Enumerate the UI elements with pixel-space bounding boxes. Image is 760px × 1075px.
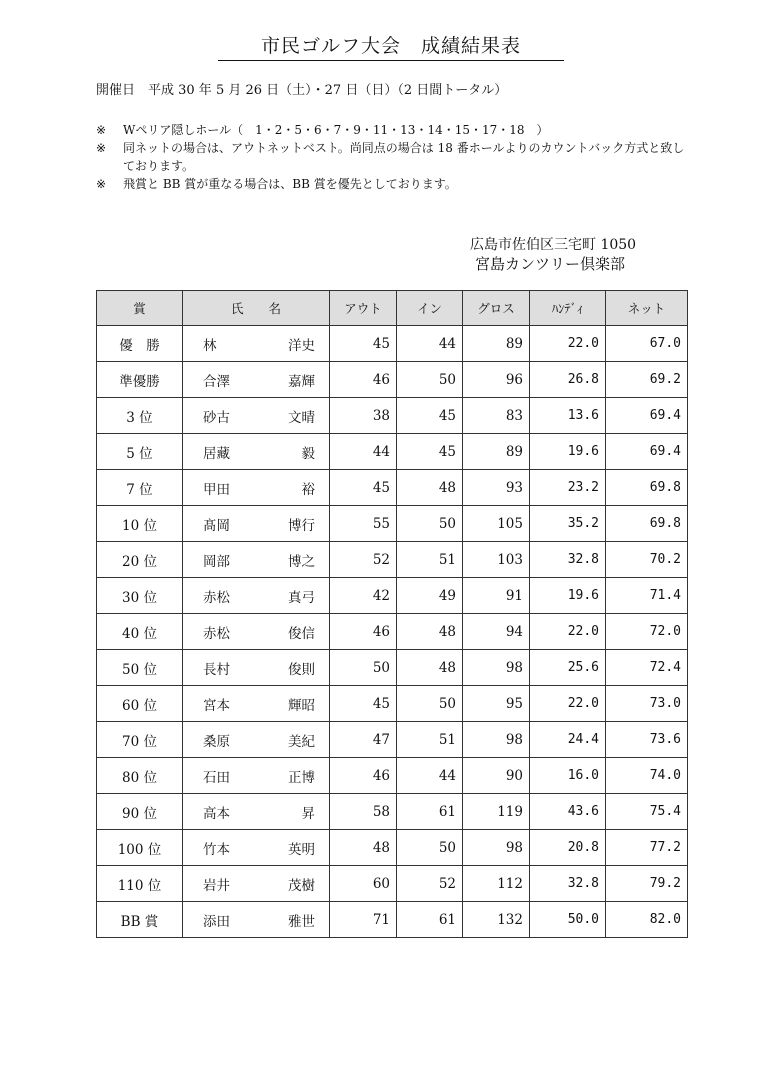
net-cell: 74.0: [606, 758, 688, 794]
handicap-cell: 50.0: [530, 902, 606, 938]
family-name: 竹本: [203, 841, 230, 858]
family-name: 砂古: [203, 409, 230, 426]
out-cell: 52: [330, 542, 397, 578]
net-cell: 72.0: [606, 614, 688, 650]
event-date: 開催日 平成 30 年 5 月 26 日（土）・27 日（日）（2 日間トータル）: [96, 83, 508, 98]
name-cell: [183, 830, 330, 866]
gross-cell: 98: [463, 722, 530, 758]
table-row: [97, 614, 688, 650]
out-cell: 44: [330, 434, 397, 470]
note-item: [96, 121, 696, 139]
note-text: 飛賞と BB 賞が重なる場合は、BB 賞を優先としております。: [123, 177, 457, 191]
given-name: 茂樹: [288, 877, 315, 894]
out-cell: 48: [330, 830, 397, 866]
prize-cell: BB 賞: [97, 902, 183, 938]
prize-cell: 20 位: [97, 542, 183, 578]
prize-cell: 5 位: [97, 434, 183, 470]
given-name: 真弓: [288, 589, 315, 606]
given-name: 文晴: [288, 409, 315, 426]
given-name: 裕: [301, 481, 315, 498]
handicap-cell: 20.8: [530, 830, 606, 866]
gross-cell: 91: [463, 578, 530, 614]
given-name: 博行: [288, 517, 315, 534]
col-header-in: イン: [397, 291, 463, 326]
prize-cell: 100 位: [97, 830, 183, 866]
gross-cell: 83: [463, 398, 530, 434]
note-item: [96, 139, 696, 175]
prize-cell: 70 位: [97, 722, 183, 758]
table-row: [97, 830, 688, 866]
given-name: 美紀: [288, 733, 315, 750]
in-cell: 44: [397, 326, 463, 362]
given-name: 輝昭: [288, 697, 315, 714]
net-cell: 75.4: [606, 794, 688, 830]
venue-block: [470, 236, 700, 274]
document-title: 市民ゴルフ大会 成績結果表: [218, 34, 564, 61]
net-cell: 69.2: [606, 362, 688, 398]
gross-cell: 105: [463, 506, 530, 542]
in-cell: 61: [397, 794, 463, 830]
table-row: [97, 902, 688, 938]
in-cell: 51: [397, 722, 463, 758]
table-row: [97, 506, 688, 542]
handicap-cell: 19.6: [530, 578, 606, 614]
given-name: 洋史: [288, 337, 315, 354]
note-text: 同ネットの場合は、アウトネットベスト。尚同点の場合は 18 番ホールよりのカウントバック方式と致しております。: [123, 141, 685, 173]
name-cell: [183, 326, 330, 362]
gross-cell: 98: [463, 830, 530, 866]
out-cell: 45: [330, 686, 397, 722]
in-cell: 45: [397, 434, 463, 470]
table-row: [97, 434, 688, 470]
in-cell: 49: [397, 578, 463, 614]
family-name: 岡部: [203, 553, 230, 570]
given-name: 博之: [288, 553, 315, 570]
net-cell: 71.4: [606, 578, 688, 614]
given-name: 俊則: [288, 661, 315, 678]
out-cell: 38: [330, 398, 397, 434]
out-cell: 71: [330, 902, 397, 938]
family-name: 桑原: [203, 733, 230, 750]
net-cell: 67.0: [606, 326, 688, 362]
net-cell: 69.8: [606, 470, 688, 506]
col-header-out: アウト: [330, 291, 397, 326]
notes-section: [96, 121, 696, 193]
given-name: 正博: [288, 769, 315, 786]
prize-cell: 3 位: [97, 398, 183, 434]
in-cell: 50: [397, 830, 463, 866]
handicap-cell: 26.8: [530, 362, 606, 398]
header-row: [97, 291, 688, 326]
given-name: 英明: [288, 841, 315, 858]
results-table: [96, 290, 688, 938]
out-cell: 58: [330, 794, 397, 830]
venue-address: 広島市佐伯区三宅町 1050: [470, 237, 637, 253]
prize-cell: 優 勝: [97, 326, 183, 362]
col-header-handicap: ﾊﾝﾃﾞｨ: [530, 291, 606, 326]
family-name: 甲田: [203, 481, 230, 498]
out-cell: 60: [330, 866, 397, 902]
out-cell: 47: [330, 722, 397, 758]
gross-cell: 112: [463, 866, 530, 902]
out-cell: 46: [330, 758, 397, 794]
prize-cell: 40 位: [97, 614, 183, 650]
prize-cell: 10 位: [97, 506, 183, 542]
in-cell: 50: [397, 686, 463, 722]
net-cell: 69.8: [606, 506, 688, 542]
in-cell: 52: [397, 866, 463, 902]
out-cell: 45: [330, 470, 397, 506]
col-header-prize: 賞: [97, 291, 183, 326]
name-cell: [183, 542, 330, 578]
name-cell: [183, 578, 330, 614]
family-name: 林: [203, 337, 217, 354]
table-row: [97, 398, 688, 434]
out-cell: 46: [330, 362, 397, 398]
net-cell: 73.0: [606, 686, 688, 722]
family-name: 赤松: [203, 589, 230, 606]
prize-cell: 50 位: [97, 650, 183, 686]
table-row: [97, 362, 688, 398]
handicap-cell: 25.6: [530, 650, 606, 686]
gross-cell: 90: [463, 758, 530, 794]
net-cell: 77.2: [606, 830, 688, 866]
in-cell: 44: [397, 758, 463, 794]
net-cell: 79.2: [606, 866, 688, 902]
given-name: 毅: [301, 445, 315, 462]
table-row: [97, 722, 688, 758]
name-cell: [183, 614, 330, 650]
name-cell: [183, 758, 330, 794]
gross-cell: 132: [463, 902, 530, 938]
gross-cell: 119: [463, 794, 530, 830]
name-cell: [183, 866, 330, 902]
family-name: 添田: [203, 913, 230, 930]
gross-cell: 96: [463, 362, 530, 398]
table-row: [97, 794, 688, 830]
in-cell: 48: [397, 470, 463, 506]
handicap-cell: 16.0: [530, 758, 606, 794]
family-name: 石田: [203, 769, 230, 786]
handicap-cell: 35.2: [530, 506, 606, 542]
prize-cell: 7 位: [97, 470, 183, 506]
note-item: [96, 175, 696, 193]
gross-cell: 95: [463, 686, 530, 722]
family-name: 高本: [203, 805, 230, 822]
net-cell: 69.4: [606, 398, 688, 434]
name-cell: [183, 470, 330, 506]
handicap-cell: 43.6: [530, 794, 606, 830]
gross-cell: 98: [463, 650, 530, 686]
in-cell: 48: [397, 614, 463, 650]
note-mark: ※: [96, 141, 107, 155]
gross-cell: 89: [463, 326, 530, 362]
handicap-cell: 22.0: [530, 614, 606, 650]
out-cell: 46: [330, 614, 397, 650]
table-row: [97, 686, 688, 722]
handicap-cell: 19.6: [530, 434, 606, 470]
table-row: [97, 578, 688, 614]
name-cell: [183, 434, 330, 470]
given-name: 昇: [301, 805, 315, 822]
family-name: 長村: [203, 661, 230, 678]
given-name: 雅世: [288, 913, 315, 930]
name-cell: [183, 902, 330, 938]
handicap-cell: 32.8: [530, 866, 606, 902]
handicap-cell: 22.0: [530, 686, 606, 722]
handicap-cell: 13.6: [530, 398, 606, 434]
name-cell: [183, 398, 330, 434]
col-header-gross: グロス: [463, 291, 530, 326]
out-cell: 45: [330, 326, 397, 362]
in-cell: 45: [397, 398, 463, 434]
in-cell: 61: [397, 902, 463, 938]
col-header-net: ネット: [606, 291, 688, 326]
prize-cell: 80 位: [97, 758, 183, 794]
note-text: Wペリア隠しホール（ 1・2・5・6・7・9・11・13・14・15・17・18 ）: [123, 123, 549, 137]
name-cell: [183, 362, 330, 398]
col-header-name: 氏 名: [183, 291, 330, 326]
prize-cell: 60 位: [97, 686, 183, 722]
gross-cell: 94: [463, 614, 530, 650]
table-row: [97, 542, 688, 578]
net-cell: 82.0: [606, 902, 688, 938]
out-cell: 50: [330, 650, 397, 686]
in-cell: 51: [397, 542, 463, 578]
family-name: 赤松: [203, 625, 230, 642]
name-cell: [183, 650, 330, 686]
handicap-cell: 32.8: [530, 542, 606, 578]
net-cell: 72.4: [606, 650, 688, 686]
prize-cell: 準優勝: [97, 362, 183, 398]
venue-name: 宮島カンツリー倶楽部: [475, 255, 626, 273]
out-cell: 42: [330, 578, 397, 614]
table-row: [97, 758, 688, 794]
prize-cell: 110 位: [97, 866, 183, 902]
handicap-cell: 24.4: [530, 722, 606, 758]
family-name: 居藏: [203, 445, 230, 462]
table-row: [97, 866, 688, 902]
name-cell: [183, 686, 330, 722]
given-name: 嘉輝: [288, 373, 315, 390]
net-cell: 73.6: [606, 722, 688, 758]
family-name: 合澤: [203, 373, 230, 390]
prize-cell: 90 位: [97, 794, 183, 830]
name-cell: [183, 794, 330, 830]
family-name: 岩井: [203, 877, 230, 894]
gross-cell: 103: [463, 542, 530, 578]
net-cell: 70.2: [606, 542, 688, 578]
handicap-cell: 22.0: [530, 326, 606, 362]
family-name: 宮本: [203, 697, 230, 714]
family-name: 髙岡: [203, 517, 230, 534]
name-cell: [183, 722, 330, 758]
in-cell: 50: [397, 506, 463, 542]
name-cell: [183, 506, 330, 542]
in-cell: 48: [397, 650, 463, 686]
note-mark: ※: [96, 177, 107, 191]
given-name: 俊信: [288, 625, 315, 642]
table-row: [97, 470, 688, 506]
gross-cell: 89: [463, 434, 530, 470]
out-cell: 55: [330, 506, 397, 542]
table-row: [97, 650, 688, 686]
in-cell: 50: [397, 362, 463, 398]
table-row: [97, 326, 688, 362]
note-mark: ※: [96, 123, 107, 137]
handicap-cell: 23.2: [530, 470, 606, 506]
net-cell: 69.4: [606, 434, 688, 470]
prize-cell: 30 位: [97, 578, 183, 614]
gross-cell: 93: [463, 470, 530, 506]
